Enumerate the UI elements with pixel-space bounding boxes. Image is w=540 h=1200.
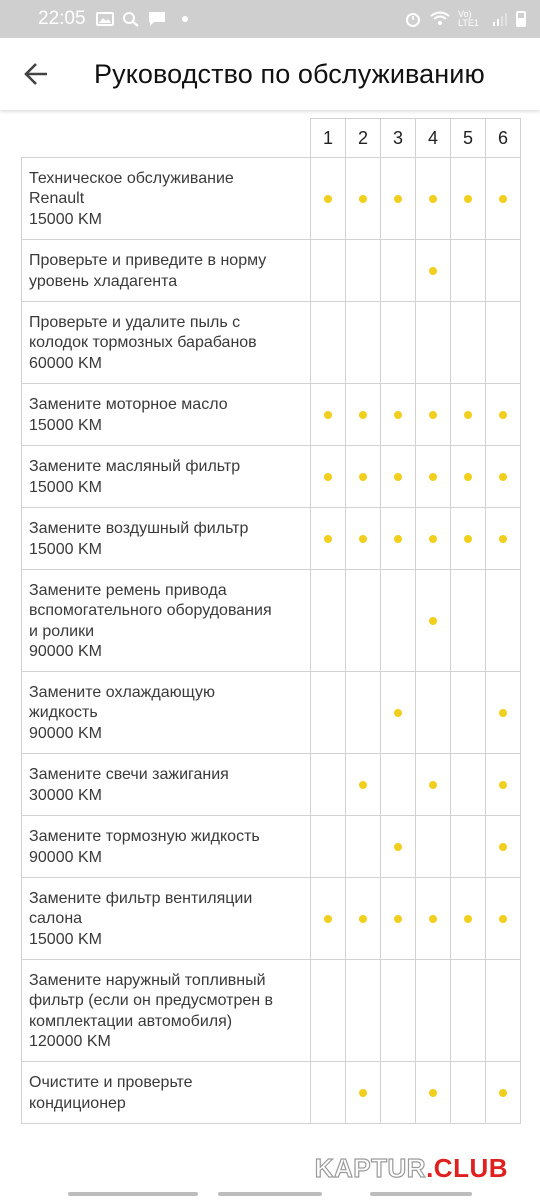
back-button[interactable] bbox=[0, 38, 72, 110]
schedule-cell bbox=[416, 878, 451, 960]
schedule-cell bbox=[416, 960, 451, 1062]
schedule-cell bbox=[311, 302, 346, 384]
scheduled-dot-icon bbox=[499, 843, 507, 851]
table-row bbox=[22, 302, 521, 384]
schedule-cell bbox=[311, 1062, 346, 1124]
task-label-line: колодок тормозных барабанов bbox=[29, 334, 257, 352]
task-label-line: Замените масляный фильтр bbox=[29, 458, 241, 475]
schedule-cell bbox=[486, 672, 521, 754]
schedule-cell bbox=[451, 384, 486, 446]
scheduled-dot-icon bbox=[464, 473, 472, 481]
schedule-cell bbox=[311, 816, 346, 878]
scheduled-dot-icon bbox=[429, 617, 437, 625]
schedule-cell bbox=[486, 960, 521, 1062]
schedule-cell bbox=[381, 570, 416, 672]
task-label-line: Замените ремень привода bbox=[29, 581, 227, 599]
schedule-cell bbox=[381, 446, 416, 508]
schedule-cell bbox=[381, 960, 416, 1062]
task-label-line: Очистите и проверьте bbox=[29, 1074, 193, 1091]
task-label-line: фильтр (если он предусмотрен в bbox=[29, 992, 274, 1009]
schedule-cell bbox=[451, 158, 486, 240]
watermark-suffix: .CLUB bbox=[426, 1153, 508, 1183]
maintenance-schedule-table bbox=[21, 118, 521, 1124]
schedule-cell bbox=[381, 508, 416, 570]
scheduled-dot-icon bbox=[429, 535, 437, 543]
scheduled-dot-icon bbox=[359, 411, 367, 419]
schedule-cell bbox=[486, 446, 521, 508]
schedule-cell bbox=[451, 302, 486, 384]
schedule-cell bbox=[416, 1062, 451, 1124]
schedule-cell bbox=[451, 754, 486, 816]
schedule-cell bbox=[346, 672, 381, 754]
schedule-cell bbox=[346, 1062, 381, 1124]
schedule-cell bbox=[311, 446, 346, 508]
scheduled-dot-icon bbox=[394, 195, 402, 203]
column-header-6: 6 bbox=[486, 119, 521, 158]
scheduled-dot-icon bbox=[429, 195, 437, 203]
scheduled-dot-icon bbox=[324, 535, 332, 543]
schedule-cell bbox=[346, 302, 381, 384]
alarm-icon bbox=[404, 11, 422, 27]
schedule-cell bbox=[486, 816, 521, 878]
scheduled-dot-icon bbox=[324, 195, 332, 203]
column-header-3: 3 bbox=[381, 119, 416, 158]
schedule-cell bbox=[346, 384, 381, 446]
schedule-cell bbox=[381, 816, 416, 878]
network-label: Vo) LTE1 bbox=[458, 9, 479, 28]
status-time: 22:05 bbox=[38, 8, 86, 29]
scheduled-dot-icon bbox=[324, 411, 332, 419]
scheduled-dot-icon bbox=[359, 473, 367, 481]
table-row bbox=[22, 570, 521, 672]
battery-icon bbox=[516, 11, 526, 27]
schedule-cell bbox=[416, 754, 451, 816]
column-header-4: 4 bbox=[416, 119, 451, 158]
task-label-line: комплектации автомобиля) bbox=[29, 1012, 233, 1030]
task-label-line: Замените охлаждающую bbox=[29, 683, 215, 701]
table-row bbox=[22, 960, 521, 1062]
table-header-row bbox=[22, 119, 521, 158]
task-label-line: Проверьте и удалите пыль с bbox=[29, 313, 241, 331]
task-label-line: Замените моторное масло bbox=[29, 396, 228, 413]
task-label-line: жидкость bbox=[29, 704, 98, 722]
schedule-cell bbox=[381, 158, 416, 240]
scheduled-dot-icon bbox=[359, 781, 367, 789]
schedule-cell bbox=[311, 960, 346, 1062]
task-label-line: Проверьте и приведите в норму bbox=[29, 252, 267, 269]
task-label bbox=[22, 240, 311, 302]
task-label-line: 30000 KM bbox=[29, 786, 102, 804]
schedule-cell bbox=[311, 508, 346, 570]
column-header-2: 2 bbox=[346, 119, 381, 158]
task-label-line: 15000 KM bbox=[29, 478, 102, 496]
schedule-cell bbox=[416, 816, 451, 878]
table-row bbox=[22, 446, 521, 508]
task-label-line: 15000 KM bbox=[29, 930, 102, 948]
schedule-cell bbox=[451, 240, 486, 302]
task-label bbox=[22, 754, 311, 816]
scheduled-dot-icon bbox=[499, 535, 507, 543]
schedule-cell bbox=[451, 672, 486, 754]
scheduled-dot-icon bbox=[429, 915, 437, 923]
schedule-cell bbox=[416, 302, 451, 384]
table-row bbox=[22, 384, 521, 446]
scheduled-dot-icon bbox=[499, 1089, 507, 1097]
scheduled-dot-icon bbox=[499, 781, 507, 789]
scheduled-dot-icon bbox=[324, 473, 332, 481]
scheduled-dot-icon bbox=[429, 473, 437, 481]
schedule-cell bbox=[381, 1062, 416, 1124]
table-row bbox=[22, 240, 521, 302]
scheduled-dot-icon bbox=[464, 535, 472, 543]
scheduled-dot-icon bbox=[324, 915, 332, 923]
schedule-cell bbox=[486, 570, 521, 672]
task-label-line: 90000 KM bbox=[29, 643, 102, 660]
schedule-cell bbox=[311, 570, 346, 672]
status-bar bbox=[0, 0, 540, 38]
table-row bbox=[22, 672, 521, 754]
scheduled-dot-icon bbox=[394, 843, 402, 851]
schedule-cell bbox=[486, 1062, 521, 1124]
schedule-cell bbox=[416, 158, 451, 240]
scheduled-dot-icon bbox=[359, 195, 367, 203]
task-label-line: и ролики bbox=[29, 622, 95, 640]
table-row bbox=[22, 754, 521, 816]
task-label-line: кондиционер bbox=[29, 1094, 126, 1112]
scheduled-dot-icon bbox=[394, 915, 402, 923]
scheduled-dot-icon bbox=[499, 195, 507, 203]
schedule-cell bbox=[451, 960, 486, 1062]
schedule-cell bbox=[451, 1062, 486, 1124]
schedule-cell bbox=[346, 816, 381, 878]
schedule-cell bbox=[416, 672, 451, 754]
schedule-cell bbox=[381, 754, 416, 816]
schedule-cell bbox=[486, 384, 521, 446]
task-label-line: Замените свечи зажигания bbox=[29, 766, 229, 783]
schedule-cell bbox=[311, 754, 346, 816]
schedule-cell bbox=[346, 570, 381, 672]
scheduled-dot-icon bbox=[359, 1089, 367, 1097]
scheduled-dot-icon bbox=[429, 1089, 437, 1097]
task-label-line: 90000 KM bbox=[29, 848, 102, 866]
task-label bbox=[22, 960, 311, 1062]
schedule-cell bbox=[486, 878, 521, 960]
nav-handle-center[interactable] bbox=[218, 1192, 322, 1196]
schedule-cell bbox=[451, 446, 486, 508]
task-label bbox=[22, 570, 311, 672]
schedule-cell bbox=[381, 302, 416, 384]
schedule-cell bbox=[416, 384, 451, 446]
schedule-cell bbox=[311, 158, 346, 240]
task-label-line: 120000 KM bbox=[29, 1033, 111, 1050]
schedule-cell bbox=[311, 878, 346, 960]
schedule-cell bbox=[346, 240, 381, 302]
scheduled-dot-icon bbox=[394, 535, 402, 543]
scheduled-dot-icon bbox=[429, 781, 437, 789]
watermark-logo bbox=[315, 1153, 508, 1184]
scheduled-dot-icon bbox=[429, 411, 437, 419]
search-icon bbox=[122, 11, 140, 27]
task-label bbox=[22, 878, 311, 960]
task-label-line: Замените наружный топливный bbox=[29, 971, 266, 989]
task-label bbox=[22, 672, 311, 754]
scheduled-dot-icon bbox=[394, 473, 402, 481]
task-label-line: Техническое обслуживание bbox=[29, 169, 234, 187]
scheduled-dot-icon bbox=[464, 411, 472, 419]
schedule-cell bbox=[486, 240, 521, 302]
gallery-icon bbox=[96, 11, 114, 27]
schedule-cell bbox=[381, 384, 416, 446]
message-icon bbox=[148, 11, 166, 27]
schedule-cell bbox=[416, 240, 451, 302]
scheduled-dot-icon bbox=[499, 411, 507, 419]
nav-handle-left bbox=[68, 1192, 198, 1196]
scheduled-dot-icon bbox=[499, 473, 507, 481]
task-label-line: 15000 KM bbox=[29, 210, 102, 228]
table-row bbox=[22, 1062, 521, 1124]
scheduled-dot-icon bbox=[359, 915, 367, 923]
schedule-cell bbox=[346, 446, 381, 508]
schedule-cell bbox=[451, 570, 486, 672]
schedule-cell bbox=[486, 508, 521, 570]
wifi-icon bbox=[430, 11, 450, 27]
scheduled-dot-icon bbox=[359, 535, 367, 543]
schedule-cell bbox=[311, 240, 346, 302]
schedule-cell bbox=[346, 158, 381, 240]
task-label-line: 90000 KM bbox=[29, 724, 102, 742]
signal-icon bbox=[492, 11, 508, 27]
task-label bbox=[22, 446, 311, 508]
schedule-cell bbox=[311, 672, 346, 754]
task-label-line: Renault bbox=[29, 190, 85, 208]
arrow-left-icon bbox=[23, 61, 49, 87]
nav-handle-right bbox=[370, 1192, 472, 1196]
task-label-line: 60000 KM bbox=[29, 354, 102, 372]
schedule-cell bbox=[451, 508, 486, 570]
task-label bbox=[22, 508, 311, 570]
schedule-cell bbox=[381, 240, 416, 302]
task-label-line: Замените воздушный фильтр bbox=[29, 520, 249, 537]
scheduled-dot-icon bbox=[394, 411, 402, 419]
schedule-cell bbox=[381, 878, 416, 960]
task-label-line: Замените фильтр вентиляции bbox=[29, 889, 253, 907]
table-row bbox=[22, 158, 521, 240]
schedule-cell bbox=[346, 508, 381, 570]
task-label bbox=[22, 1062, 311, 1124]
table-row bbox=[22, 878, 521, 960]
schedule-cell bbox=[451, 878, 486, 960]
scheduled-dot-icon bbox=[464, 195, 472, 203]
schedule-cell bbox=[416, 570, 451, 672]
notification-dot-icon bbox=[182, 16, 188, 22]
task-label-line: 15000 KM bbox=[29, 540, 102, 558]
schedule-cell bbox=[346, 960, 381, 1062]
task-label-line: салона bbox=[29, 910, 83, 928]
page-title: Руководство по обслуживанию bbox=[94, 58, 485, 89]
task-label bbox=[22, 302, 311, 384]
table-row bbox=[22, 816, 521, 878]
schedule-cell bbox=[416, 508, 451, 570]
task-label bbox=[22, 158, 311, 240]
app-bar bbox=[0, 38, 540, 110]
task-label-line: уровень хладагента bbox=[29, 272, 178, 290]
table-corner bbox=[22, 119, 311, 158]
column-header-1: 1 bbox=[311, 119, 346, 158]
scheduled-dot-icon bbox=[429, 267, 437, 275]
scheduled-dot-icon bbox=[499, 709, 507, 717]
schedule-cell bbox=[486, 754, 521, 816]
schedule-cell bbox=[346, 754, 381, 816]
schedule-cell bbox=[486, 302, 521, 384]
column-header-5: 5 bbox=[451, 119, 486, 158]
watermark-brand: KAPTUR bbox=[314, 1153, 427, 1183]
task-label-line: Замените тормозную жидкость bbox=[29, 828, 260, 845]
schedule-cell bbox=[346, 878, 381, 960]
task-label bbox=[22, 816, 311, 878]
table-row bbox=[22, 508, 521, 570]
gesture-nav-bar bbox=[0, 1188, 540, 1200]
task-label-line: вспомогательного оборудования bbox=[29, 602, 272, 619]
schedule-cell bbox=[381, 672, 416, 754]
maintenance-content bbox=[0, 110, 540, 1200]
schedule-cell bbox=[486, 158, 521, 240]
schedule-cell bbox=[451, 816, 486, 878]
scheduled-dot-icon bbox=[499, 915, 507, 923]
task-label-line: 15000 KM bbox=[29, 416, 102, 434]
scheduled-dot-icon bbox=[464, 915, 472, 923]
schedule-cell bbox=[416, 446, 451, 508]
scheduled-dot-icon bbox=[394, 709, 402, 717]
schedule-cell bbox=[311, 384, 346, 446]
task-label bbox=[22, 384, 311, 446]
